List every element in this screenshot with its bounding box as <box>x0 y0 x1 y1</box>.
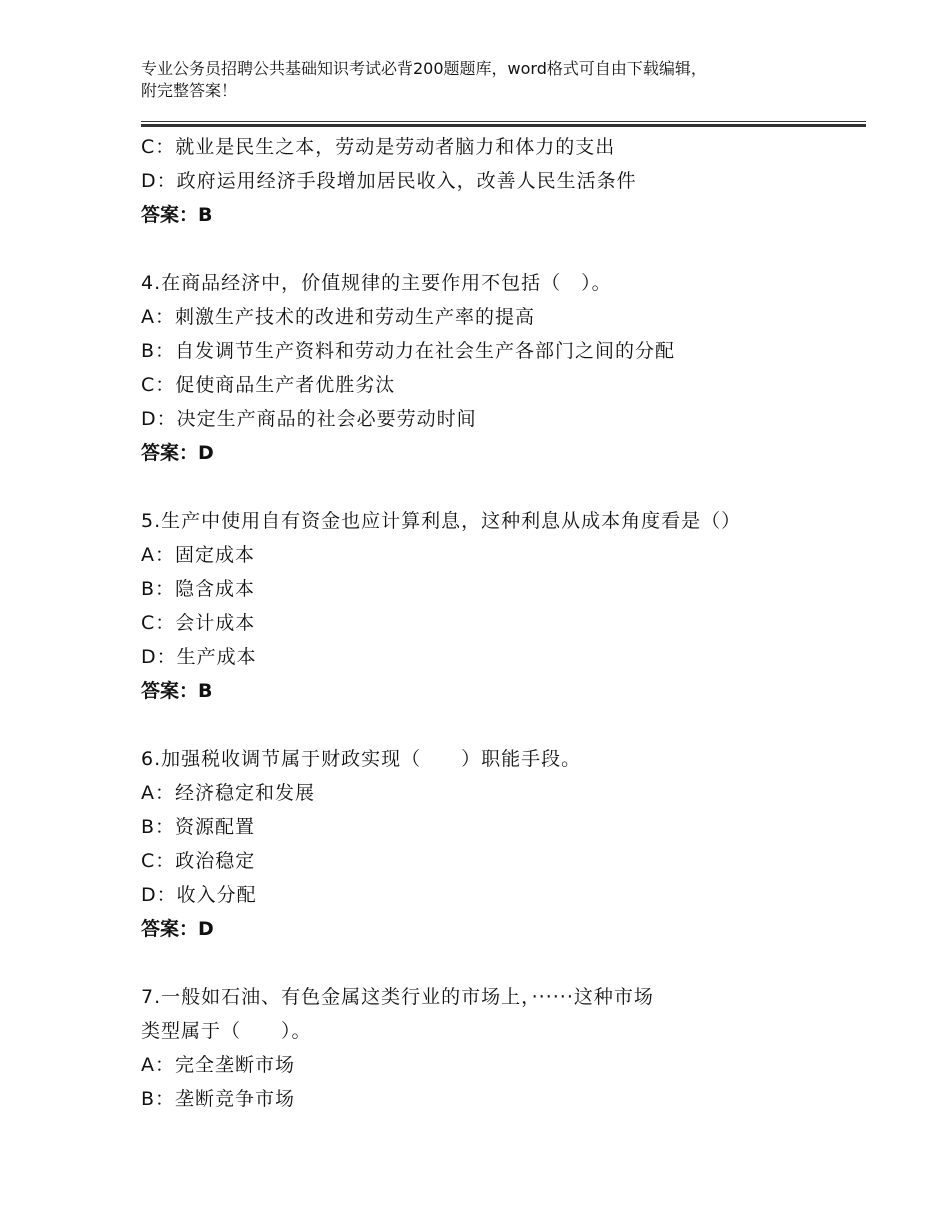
option-c: C：促使商品生产者优胜劣汰 <box>141 374 396 396</box>
question-text-line-1: 7.一般如石油、有色金属这类行业的市场上，······这种市场 <box>141 986 654 1008</box>
question-text-line-2: 类型属于（ ）。 <box>141 1020 312 1042</box>
spacer <box>141 946 841 980</box>
option-a: A：固定成本 <box>141 544 255 566</box>
answer: 答案：D <box>141 442 214 464</box>
question-list <box>141 130 841 1116</box>
question-6 <box>141 742 841 946</box>
option-c: C：会计成本 <box>141 612 256 634</box>
answer: 答案：B <box>141 680 213 702</box>
option-b: B：资源配置 <box>141 816 256 838</box>
question-text: 5.生产中使用自有资金也应计算利息，这种利息从成本角度看是（） <box>141 510 742 532</box>
question-5 <box>141 504 841 708</box>
question-4 <box>141 266 841 470</box>
option-d: D：政府运用经济手段增加居民收入，改善人民生活条件 <box>141 170 637 192</box>
option-c: C：就业是民生之本，劳动是劳动者脑力和体力的支出 <box>141 136 616 158</box>
question-text: 4.在商品经济中，价值规律的主要作用不包括（ ）。 <box>141 272 612 294</box>
option-b: B：垄断竞争市场 <box>141 1088 296 1110</box>
option-a: A：完全垄断市场 <box>141 1054 295 1076</box>
answer: 答案：D <box>141 918 214 940</box>
option-b: B：隐含成本 <box>141 578 256 600</box>
spacer <box>141 232 841 266</box>
option-d: D：决定生产商品的社会必要劳动时间 <box>141 408 477 430</box>
header-line-1: 专业公务员招聘公共基础知识考试必背200题题库，word格式可自由下载编辑， <box>141 59 707 78</box>
option-d: D：收入分配 <box>141 884 257 906</box>
option-a: A：刺激生产技术的改进和劳动生产率的提高 <box>141 306 535 328</box>
option-a: A：经济稳定和发展 <box>141 782 315 804</box>
question-7 <box>141 980 841 1116</box>
spacer <box>141 708 841 742</box>
option-b: B：自发调节生产资料和劳动力在社会生产各部门之间的分配 <box>141 340 676 362</box>
question-text: 6.加强税收调节属于财政实现（ ）职能手段。 <box>141 748 582 770</box>
spacer <box>141 470 841 504</box>
header-line-2: 附完整答案！ <box>141 81 238 100</box>
answer: 答案：B <box>141 204 213 226</box>
option-c: C：政治稳定 <box>141 850 256 872</box>
header-divider <box>141 121 866 127</box>
page-header <box>141 58 841 102</box>
question-3-continued <box>141 130 841 232</box>
option-d: D：生产成本 <box>141 646 257 668</box>
